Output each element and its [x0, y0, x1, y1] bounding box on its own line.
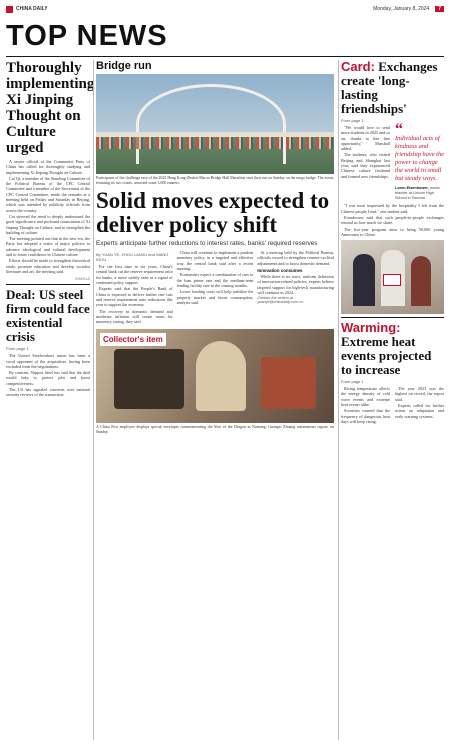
- quote-author-role: music teacher at Lincoln High School in Tacoma: [395, 186, 440, 200]
- culture-headline[interactable]: Thoroughly implementing Xi Jinping Thought on Culture urged: [6, 60, 95, 156]
- bridge-kicker: Bridge run: [96, 60, 152, 72]
- divider: [6, 284, 90, 285]
- collectors-item-caption: A China Post employee displays special envelopes commemorating the Year of the Dragon in Nanning, Guangxi Zhuang autonomous region, on Sunday.: [96, 425, 334, 435]
- section-masthead: [6, 17, 444, 57]
- warming-label: Warming:: [341, 320, 401, 336]
- warming-byline: From page 1: [341, 379, 364, 385]
- column-rule: [338, 60, 339, 740]
- policy-subhead: Innovation consumes: [257, 268, 303, 274]
- policy-paragraph: At a meeting held by the Political Bureau, officials vowed to strengthen counter-cyclical adjustments and to boost domestic demand.: [257, 250, 335, 266]
- right-column: [341, 60, 444, 425]
- deal-paragraph: The US has signaled concerns over national security reviews of the transaction.: [6, 387, 90, 398]
- policy-deck: Experts anticipate further reductions to interest rates, banks' required reserves: [96, 239, 318, 247]
- policy-contact[interactable]: Contact the writers at yuanye@chinadaily.com.cn: [257, 296, 304, 305]
- culture-paragraph: Cai stressed the need to deeply understand the great significance and profound connotation of Xi Jinping Thought on Culture, and to strengthen the building of culture.: [6, 213, 90, 235]
- policy-byline: By YUAN YE, ZHOU LANXU and WANG KEJU: [96, 252, 169, 263]
- warming-paragraph: Scientists warned that the frequency of dangerous heat days will keep rising.: [341, 408, 390, 424]
- policy-paragraph: The recovery in domestic demand and moderate inflation will create room for monetary easing, they said.: [96, 308, 173, 325]
- card-body-continued: [341, 203, 444, 237]
- policy-paragraph: While there is no strict, uniform definition of innovation-related policies, experts believe targeted support for high-tech manufacturing will continue in 2024.: [257, 274, 335, 295]
- left-column: [6, 60, 95, 399]
- policy-paragraph: Economists expect a combination of cuts to the loan prime rate and the medium-term lending facility rate in the coming months.: [176, 272, 254, 288]
- warming-headline-text: Extreme heat events projected to increase: [341, 334, 432, 378]
- culture-paragraph: A senior official of the Communist Party of China has called for thoroughly studying and implementing Xi Jinping Thought on Culture.: [6, 159, 90, 175]
- card-paragraph: The students, who visited Beijing and Shanghai last year, said they experienced Chinese culture firsthand and formed new friendships.: [341, 152, 390, 179]
- quote-author: Loren Eisenhower,: [395, 186, 429, 190]
- culture-paragraph: Efforts should be made to strengthen theoretical study, promote education and develop socialist literature and art, the meeting said.: [6, 258, 90, 274]
- section-title: TOP NEWS: [6, 20, 168, 52]
- culture-credit: XINHUA: [74, 276, 90, 282]
- culture-body: [6, 159, 90, 274]
- card-photo[interactable]: [341, 240, 444, 314]
- warming-paragraph: The year 2023 was the highest on record, the report said.: [395, 386, 444, 402]
- policy-headline[interactable]: Solid moves expected to deliver policy shift: [96, 187, 330, 237]
- warming-article: [341, 386, 444, 425]
- policy-paragraph: Experts said that the People's Bank of China is expected to deliver further rate cuts and reserve requirement ratio reductions this year to support the economy.: [96, 286, 173, 308]
- deal-byline: From page 1: [6, 346, 29, 352]
- page-number: 7: [435, 6, 444, 12]
- card-headline-text: Exchanges create 'long-lasting friendships': [341, 59, 438, 116]
- bridge-run-photo[interactable]: [96, 74, 334, 174]
- card-byline: From page 1: [341, 118, 364, 123]
- center-column: [96, 60, 334, 435]
- policy-paragraph: For the first time in six years, China's central bank cut the reserve requirement ratio for banks, a move widely seen as a signal of continued policy support.: [96, 264, 173, 286]
- pull-quote-attribution: [395, 186, 444, 200]
- column-rule: [93, 60, 94, 740]
- card-paragraph: Eisenhower said that such people-to-people exchanges remind us how much we share.: [341, 214, 444, 226]
- culture-paragraph: Cai Qi, a member of the Standing Committee of the Political Bureau of the CPC Central Committee and a member of the Secretariat of the CPC Central Committee, made the remarks at a meeting held on Friday and Saturday in Beijing, which was attended by publicity officials from across the country.: [6, 175, 90, 213]
- newspaper-logo-icon: [6, 6, 13, 13]
- card-paragraph: The five-year program aims to bring 50,000 young Americans to China.: [341, 226, 444, 237]
- warming-paragraph: Experts called for further action on adaptation and early warning systems.: [395, 403, 444, 419]
- card-headline[interactable]: [341, 60, 444, 116]
- deal-body: [6, 353, 90, 397]
- card-label: Card:: [341, 59, 375, 74]
- policy-article: [96, 250, 334, 325]
- policy-paragraph: Lower funding costs will help stabilize the property market and boost consumption, analysts said.: [176, 289, 254, 305]
- divider: [341, 317, 444, 318]
- collectors-item-tag: Collector's item: [100, 333, 166, 346]
- policy-paragraph: China will continue to implement a prudent monetary policy in a targeted and effective way, the central bank said after a recent meeting.: [176, 250, 254, 272]
- deal-paragraph: By contrast, Nippon Steel has said that the deal would help to protect jobs and boost competitiveness.: [6, 370, 90, 386]
- warming-paragraph: Rising temperature affects the energy density of cold wave events and extreme heat events alike.: [341, 386, 390, 408]
- top-bar: [6, 4, 444, 14]
- card-paragraph: "I was most impressed by the hospitality I felt from the Chinese people I met," one student said.: [341, 203, 444, 214]
- issue-date: Monday, January 8, 2024: [373, 6, 430, 12]
- newspaper-name: CHINA DAILY: [16, 6, 48, 12]
- deal-paragraph: The United Steelworkers union has been a vocal opponent of the acquisition, having been excluded from the negotiations.: [6, 353, 90, 369]
- warming-headline[interactable]: [341, 321, 444, 377]
- card-article: [341, 121, 444, 203]
- newspaper-brand: [6, 6, 48, 13]
- card-paragraph: "We would love to send more students in 2025 and so on, thanks to this fine opportunity," Marshall added.: [341, 125, 390, 152]
- quote-mark-icon: “: [395, 121, 403, 138]
- bridge-photo-caption: Participants of the challenge race of the 2023 Hong Kong-Zhuhai-Macao Bridge Half Marathon start their run on Sunday on the mega bridge. The event, featuring its two routes, attracted some 3,000 runners.: [96, 176, 334, 185]
- pull-quote: Individual acts of kindness and friendship have the power to change the world in small but steady ways.: [395, 135, 444, 182]
- collectors-item-photo[interactable]: [96, 329, 334, 423]
- culture-paragraph: The meeting pointed out that in the new era, the Party has adopted a series of major policies to advance ideological and cultural development and to foster confidence in Chinese culture.: [6, 236, 90, 258]
- deal-headline[interactable]: Deal: US steel firm could face existential crisis: [6, 287, 90, 345]
